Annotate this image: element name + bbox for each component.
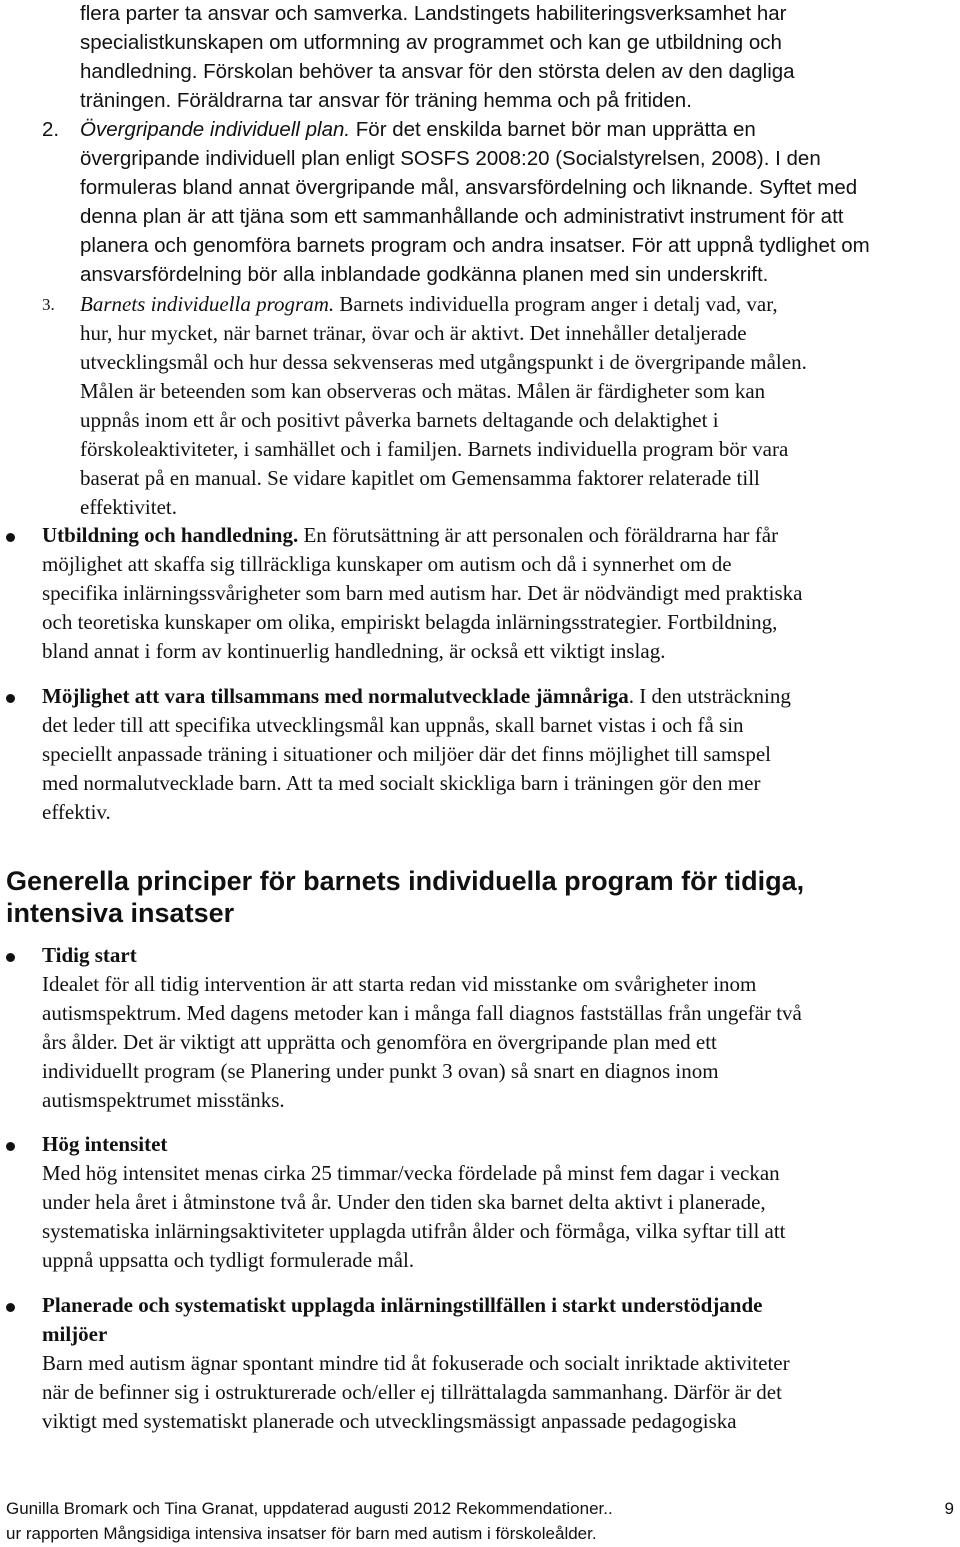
paragraph-line: under hela året i åtminstone två år. Under den tiden ska barnet delta aktivt i planerade, xyxy=(42,1190,766,1214)
paragraph-line: autismspektrum. Med dagens metoder kan i många fall diagnos fastställas från ungefär två xyxy=(42,1001,802,1025)
bullet-title: Utbildning och handledning. xyxy=(42,523,299,547)
bullet-text: En förutsättning är att personalen och föräldrarna har får xyxy=(298,523,779,547)
paragraph-line: utvecklingsmål och hur dessa sekvenseras med utgångspunkt i de övergripande målen. xyxy=(80,350,807,374)
bullet-first-line xyxy=(42,523,778,548)
bullet-title: Möjlighet att vara tillsammans med normalutvecklade jämnåriga xyxy=(42,684,629,708)
list-item-text: Barnets individuella program anger i detalj vad, var, xyxy=(334,292,778,316)
list-item-first-line xyxy=(80,292,778,317)
paragraph-line: uppnås inom ett år och positivt påverka barnets deltagande och delaktighet i xyxy=(80,408,719,432)
paragraph-line: autismspektrumet misstänks. xyxy=(42,1088,285,1112)
paragraph-line: individuellt program (se Planering under punkt 3 ovan) så snart en diagnos inom xyxy=(42,1059,719,1083)
paragraph-line: bland annat i form av kontinuerlig handledning, är också ett viktigt inslag. xyxy=(42,639,666,663)
list-item-title: Övergripande individuell plan. xyxy=(80,118,351,141)
paragraph-line: viktigt med systematiskt planerade och utvecklingsmässigt anpassade pedagogiska xyxy=(42,1409,737,1433)
paragraph-line: ansvarsfördelning bör alla inblandade godkänna planen med sin underskrift. xyxy=(80,263,769,286)
list-item-text: För det enskilda barnet bör man upprätta en xyxy=(350,118,756,141)
bullet-icon xyxy=(6,1142,15,1151)
paragraph-line: handledning. Förskolan behöver ta ansvar för den största delen av den dagliga xyxy=(80,60,795,83)
paragraph-line: Målen är beteenden som kan observeras och mätas. Målen är färdigheter som kan xyxy=(80,379,766,403)
paragraph-line: Idealet för all tidig intervention är att starta redan vid misstanke om svårigheter inom xyxy=(42,972,757,996)
section-heading: Generella principer för barnets individuella program för tidiga, xyxy=(6,866,805,896)
footer-line: Gunilla Bromark och Tina Granat, uppdaterad augusti 2012 Rekommendationer.. xyxy=(6,1499,613,1518)
bullet-title: Hög intensitet xyxy=(42,1132,168,1156)
paragraph-line: det leder till att specifika utvecklingsmål kan uppnås, skall barnet vistas i och få sin xyxy=(42,713,744,737)
paragraph-line: träningen. Föräldrarna tar ansvar för träning hemma och på fritiden. xyxy=(80,89,692,112)
paragraph-line: systematiska inlärningsaktiviteter upplagda utifrån ålder och förmåga, vilka syftar till att xyxy=(42,1219,786,1243)
paragraph-line: planera och genomföra barnets program och andra insatser. För att uppnå tydlighet om xyxy=(80,234,870,257)
bullet-title: Planerade och systematiskt upplagda inlärningstillfällen i starkt understödjande xyxy=(42,1293,763,1317)
paragraph-line: förskoleaktiviteter, i samhället och i familjen. Barnets individuella program bör vara xyxy=(80,437,789,461)
paragraph-line: med normalutvecklade barn. Att ta med socialt skickliga barn i träningen gör den mer xyxy=(42,771,761,795)
bullet-title-continued: miljöer xyxy=(42,1322,108,1346)
bullet-text: . I den utsträckning xyxy=(628,684,791,708)
list-number: 2. xyxy=(42,118,60,141)
paragraph-line: speciellt anpassade träning i situationer och miljöer där det finns möjlighet till samspel xyxy=(42,742,771,766)
bullet-icon xyxy=(6,953,15,962)
list-number: 3. xyxy=(42,295,55,314)
paragraph-line: uppnå uppsatta och tydligt formulerade mål. xyxy=(42,1248,415,1272)
paragraph-line: Barn med autism ägnar spontant mindre tid åt fokuserade och socialt inriktade aktiviteter xyxy=(42,1351,790,1375)
paragraph-line: denna plan är att tjäna som ett sammanhållande och administrativt instrument för att xyxy=(80,205,844,228)
paragraph-line: specifika inlärningssvårigheter som barn med autism har. Det är nödvändigt med praktiska xyxy=(42,581,803,605)
paragraph-line: effektiv. xyxy=(42,800,111,824)
paragraph-line: flera parter ta ansvar och samverka. Landstingets habiliteringsverksamhet har xyxy=(80,2,787,25)
bullet-icon xyxy=(6,1303,15,1312)
paragraph-line: övergripande individuell plan enligt SOSFS 2008:20 (Socialstyrelsen, 2008). I den xyxy=(80,147,821,170)
list-item-first-line xyxy=(80,118,756,142)
paragraph-line: effektivitet. xyxy=(80,495,177,519)
paragraph-line: Med hög intensitet menas cirka 25 timmar/vecka fördelade på minst fem dagar i veckan xyxy=(42,1161,780,1185)
paragraph-line: möjlighet att skaffa sig tillräckliga kunskaper om autism och då i synnerhet om de xyxy=(42,552,732,576)
paragraph-line: specialistkunskapen om utformning av programmet och kan ge utbildning och xyxy=(80,31,782,54)
paragraph-line: och teoretiska kunskaper om olika, empiriskt belagda inlärningsstrategier. Fortbildning, xyxy=(42,610,778,634)
paragraph-line: års ålder. Det är viktigt att upprätta och genomföra en övergripande plan med ett xyxy=(42,1030,717,1054)
page-number: 9 xyxy=(944,1499,954,1518)
bullet-title: Tidig start xyxy=(42,943,137,967)
bullet-first-line xyxy=(42,684,791,709)
list-item-title: Barnets individuella program. xyxy=(80,292,335,316)
footer-line: ur rapporten Mångsidiga intensiva insatser för barn med autism i förskoleålder. xyxy=(6,1524,597,1543)
paragraph-line: formuleras bland annat övergripande mål, ansvarsfördelning och liknande. Syftet med xyxy=(80,176,858,199)
paragraph-line: när de befinner sig i ostrukturerade och/eller ej tillrättalagda sammanhang. Därför är det xyxy=(42,1380,782,1404)
bullet-icon xyxy=(6,694,15,703)
paragraph-line: baserat på en manual. Se vidare kapitlet om Gemensamma faktorer relaterade till xyxy=(80,466,760,490)
section-heading-continued: intensiva insatser xyxy=(6,898,235,928)
bullet-icon xyxy=(6,533,15,542)
paragraph-line: hur, hur mycket, när barnet tränar, övar och är aktivt. Det innehåller detaljerade xyxy=(80,321,747,345)
